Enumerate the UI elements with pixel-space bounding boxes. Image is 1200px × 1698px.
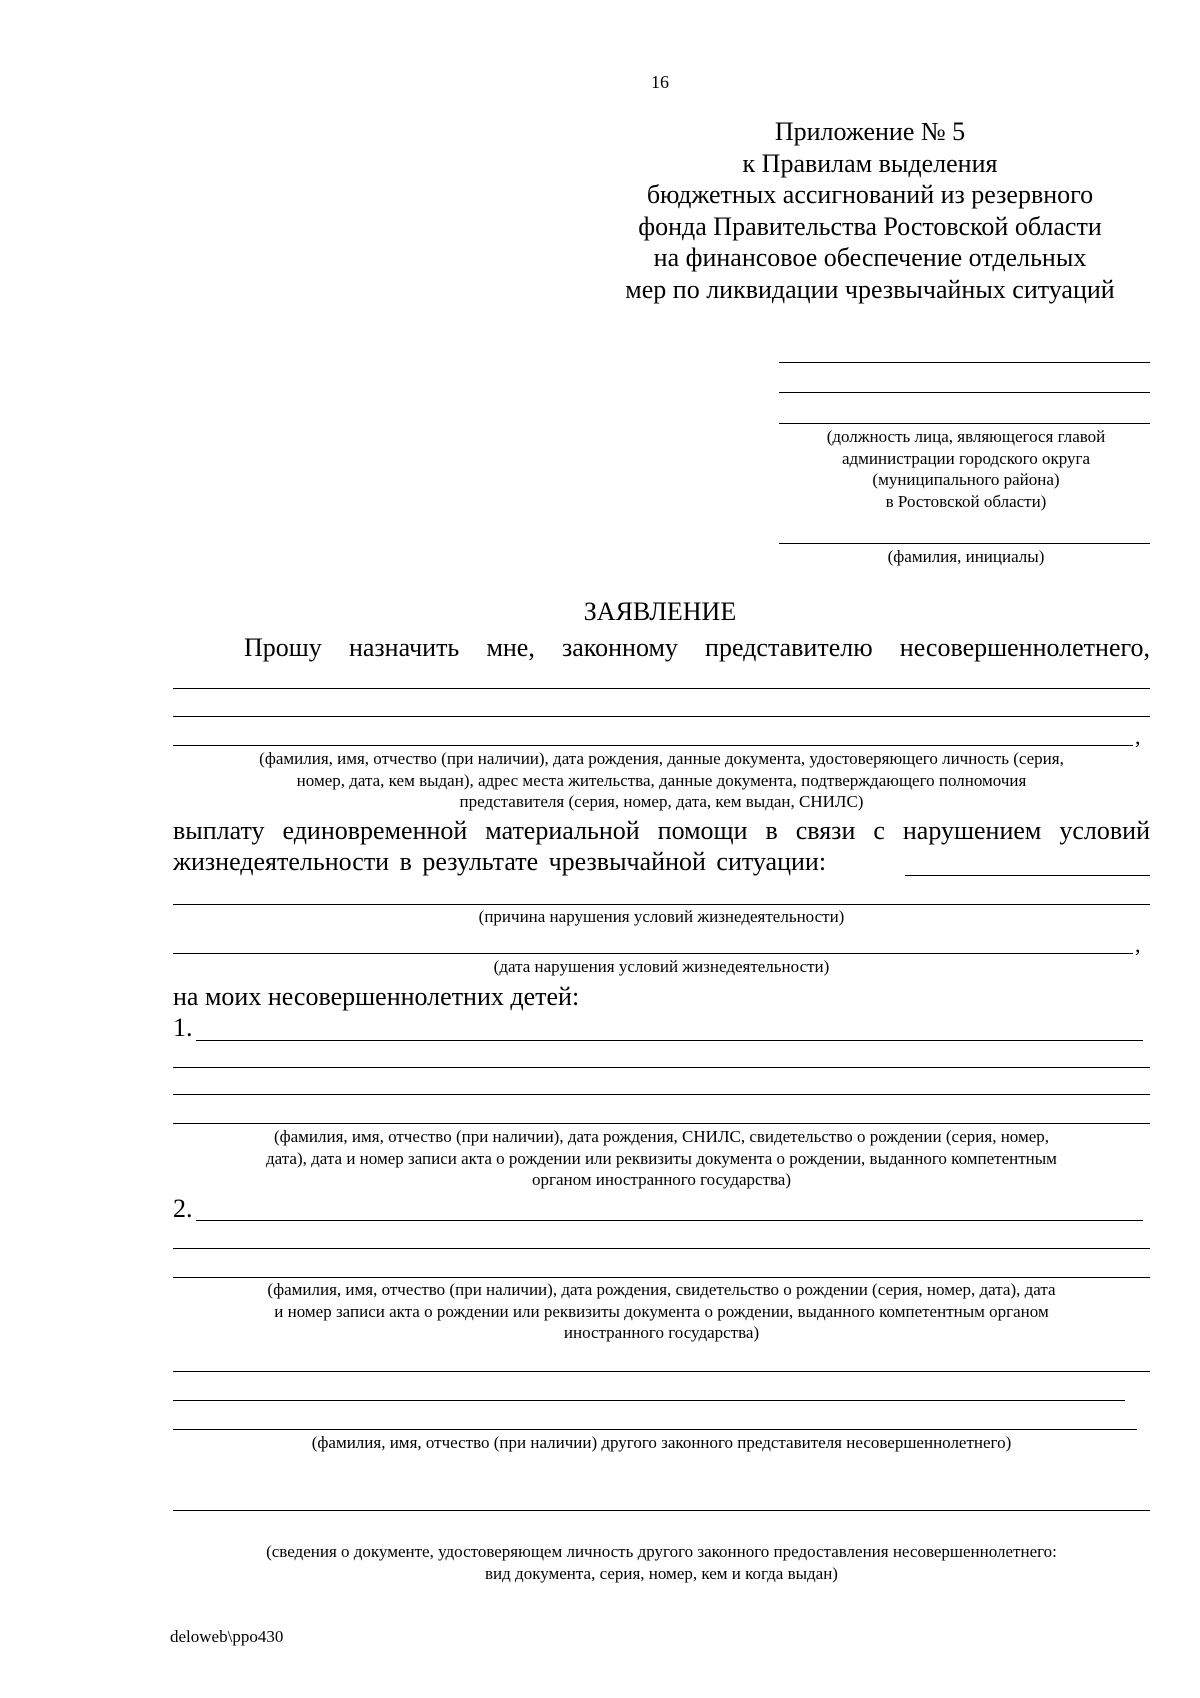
emergency-line[interactable]: [905, 875, 1150, 876]
child-1-line-4[interactable]: [173, 1123, 1150, 1124]
child-1-caption: (фамилия, имя, отчество (при наличии), дата рождения, СНИЛС, свидетельство о рождении (серия, номер, дата), дата и номер записи акта о рождении или реквизиты документа о рождении, выданного компетентным органом иностранного государства): [266, 1127, 1057, 1189]
child-1-number: 1.: [173, 1013, 193, 1042]
other-rep-caption: (фамилия, имя, отчество (при наличии) другого законного представителя несовершеннолетнего): [311, 1433, 1012, 1452]
child-2-line-2[interactable]: [173, 1248, 1150, 1249]
form-title: ЗАЯВЛЕНИЕ: [583, 597, 737, 626]
children-heading: на моих несовершеннолетних детей:: [173, 982, 580, 1011]
representative-line-3[interactable]: [173, 745, 1133, 746]
reason-caption: (причина нарушения условий жизнедеятельности): [478, 907, 845, 926]
addressee-line-1[interactable]: [779, 362, 1150, 363]
appendix-line: Приложение № 5: [774, 117, 966, 146]
addressee-line-2[interactable]: [779, 392, 1150, 393]
comma: ,: [1135, 724, 1141, 749]
reason-line[interactable]: [173, 904, 1150, 905]
addressee-position-line[interactable]: [779, 423, 1150, 424]
footer-code: deloweb\ppo430: [170, 1627, 284, 1646]
form-intro: Прошу назначить мне, законному представителю несовершеннолетнего,: [244, 633, 1150, 662]
child-2-line-1[interactable]: [196, 1220, 1143, 1221]
child-2-line-3[interactable]: [173, 1277, 1150, 1278]
addressee-name-caption: (фамилия, инициалы): [887, 547, 1045, 566]
appendix-line: фонда Правительства Ростовской области: [638, 211, 1102, 241]
other-rep-doc-caption: (сведения о документе, удостоверяющем личность другого законного предоставления несовершеннолетнего: вид документа, серия, номер, кем и когда выдан): [266, 1542, 1057, 1583]
appendix-line: мер по ликвидации чрезвычайных ситуаций: [625, 274, 1115, 304]
comma: ,: [1135, 932, 1141, 957]
addressee-name-line[interactable]: [779, 543, 1150, 544]
child-2-number: 2.: [173, 1194, 193, 1223]
addressee-position-caption: (должность лица, являющегося главой администрации городского округа (муниципального района) в Ростовской области): [826, 427, 1106, 511]
other-rep-line-1[interactable]: [173, 1371, 1150, 1372]
date-line[interactable]: [173, 953, 1133, 954]
payment-line-1: выплату единовременной материальной помощи в связи с нарушением условий: [173, 816, 1150, 845]
appendix-line: бюджетных ассигнований из резервного: [646, 180, 1094, 209]
payment-line-2: жизнедеятельности в результате чрезвычайной ситуации:: [173, 847, 827, 876]
representative-line-1[interactable]: [173, 688, 1150, 689]
child-1-line-1[interactable]: [196, 1040, 1143, 1041]
appendix-line: к Правилам выделения: [742, 148, 998, 178]
child-1-line-2[interactable]: [173, 1067, 1150, 1068]
other-rep-line-3[interactable]: [173, 1429, 1137, 1430]
page-number: 16: [651, 72, 669, 92]
child-1-line-3[interactable]: [173, 1094, 1150, 1095]
appendix-header: [600, 116, 1140, 305]
child-2-caption: (фамилия, имя, отчество (при наличии), дата рождения, свидетельство о рождении (серия, номер, дата), дата и номер записи акта о рождении или реквизиты документа о рождении, выданного компетентным органом иностранного государства): [267, 1280, 1056, 1342]
other-rep-line-2[interactable]: [173, 1400, 1125, 1401]
other-rep-doc-line[interactable]: [173, 1510, 1150, 1511]
representative-line-2[interactable]: [173, 716, 1150, 717]
appendix-line: на финансовое обеспечение отдельных: [653, 243, 1087, 272]
date-caption: (дата нарушения условий жизнедеятельности): [493, 957, 830, 976]
representative-caption: (фамилия, имя, отчество (при наличии), дата рождения, данные документа, удостоверяющего личность (серия, номер, дата, кем выдан), адрес места жительства, данные документа, подтверждающего полномочия представителя (серия, номер, дата, кем выдан, СНИЛС): [259, 749, 1064, 811]
